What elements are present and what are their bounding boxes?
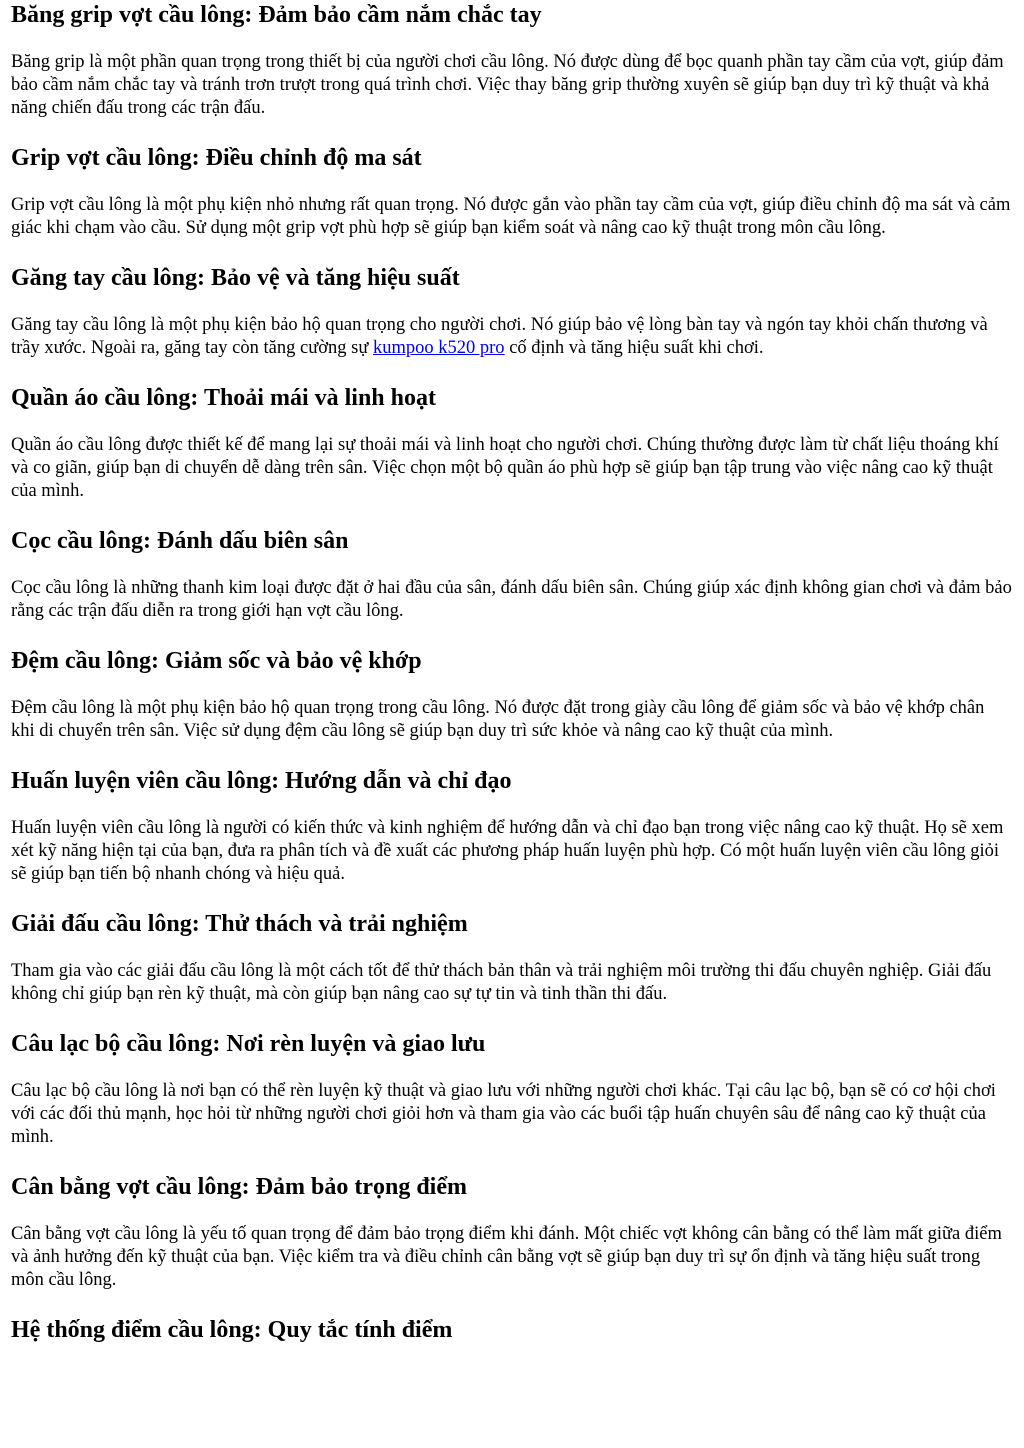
section-heading: Hệ thống điểm cầu lông: Quy tắc tính điểm xyxy=(11,1317,453,1343)
section-gloves xyxy=(11,263,1012,360)
kumpoo-k520-pro-link[interactable]: kumpoo k520 pro xyxy=(373,338,505,358)
section-paragraph: Quần áo cầu lông được thiết kế để mang lại sự thoải mái và linh hoạt cho người chơi. Chúng thường được làm từ chất liệu thoáng khí và co giãn, giúp bạn di chuyển dễ dàng trên sân. Việc chọn một bộ quần áo phù hợp sẽ giúp bạn tập trung vào việc nâng cao kỹ thuật của mình. xyxy=(11,435,999,501)
section-heading: Đệm cầu lông: Giảm sốc và bảo vệ khớp xyxy=(11,648,422,674)
section-paragraph xyxy=(11,314,1012,360)
section-paragraph: Đệm cầu lông là một phụ kiện bảo hộ quan trọng trong cầu lông. Nó được đặt trong giày cầu lông để giảm sốc và bảo vệ khớp chân khi di chuyển trên sân. Việc sử dụng đệm cầu lông sẽ giúp bạn duy trì sức khỏe và nâng cao kỹ thuật của mình. xyxy=(11,698,985,741)
section-paragraph: Cọc cầu lông là những thanh kim loại được đặt ở hai đầu của sân, đánh dấu biên sân. Chúng giúp xác định không gian chơi và đảm bảo rằng các trận đấu diễn ra trong giới hạn vợt cầu lông. xyxy=(11,578,1012,621)
section-heading: Giải đấu cầu lông: Thử thách và trải nghiệm xyxy=(11,911,468,937)
section-paragraph: Băng grip là một phần quan trọng trong thiết bị của người chơi cầu lông. Nó được dùng để bọc quanh phần tay cầm của vợt, giúp đảm bảo cầm nắm chắc tay và tránh trơn trượt trong quá trình chơi. Việc thay băng grip thường xuyên sẽ giúp bạn duy trì kỹ thuật và khả năng chiến đấu trong các trận đấu. xyxy=(11,52,1004,118)
section-clubs xyxy=(11,1029,1012,1149)
section-heading: Găng tay cầu lông: Bảo vệ và tăng hiệu suất xyxy=(11,265,460,291)
section-racket-balance xyxy=(11,1172,1012,1292)
section-heading: Grip vợt cầu lông: Điều chỉnh độ ma sát xyxy=(11,145,422,171)
section-paragraph: Tham gia vào các giải đấu cầu lông là một cách tốt để thử thách bản thân và trải nghiệm môi trường thi đấu chuyên nghiệp. Giải đấu không chỉ giúp bạn rèn kỹ thuật, mà còn giúp bạn nâng cao sự tự tin và tinh thần thi đấu. xyxy=(11,961,992,1004)
paragraph-text-after-link: cố định và tăng hiệu suất khi chơi. xyxy=(504,338,764,358)
section-grip-tape xyxy=(11,0,1012,120)
section-clothing xyxy=(11,383,1012,503)
section-scoring-system xyxy=(11,1315,1012,1344)
section-racket-grip xyxy=(11,143,1012,240)
section-heading: Cân bằng vợt cầu lông: Đảm bảo trọng điểm xyxy=(11,1174,467,1200)
section-heading: Câu lạc bộ cầu lông: Nơi rèn luyện và giao lưu xyxy=(11,1031,486,1057)
section-paragraph: Grip vợt cầu lông là một phụ kiện nhỏ nhưng rất quan trọng. Nó được gắn vào phần tay cầm của vợt, giúp điều chỉnh độ ma sát và cảm giác khi chạm vào cầu. Sử dụng một grip vợt phù hợp sẽ giúp bạn kiểm soát và nâng cao kỹ thuật trong môn cầu lông. xyxy=(11,195,1011,238)
section-paragraph: Câu lạc bộ cầu lông là nơi bạn có thể rèn luyện kỹ thuật và giao lưu với những người chơi khác. Tại câu lạc bộ, bạn sẽ có cơ hội chơi với các đối thủ mạnh, học hỏi từ những người chơi giỏi hơn và tham gia vào các buổi tập huấn chuyên sâu để nâng cao kỹ thuật của mình. xyxy=(11,1081,996,1147)
section-heading: Huấn luyện viên cầu lông: Hướng dẫn và chỉ đạo xyxy=(11,768,512,794)
section-paragraph: Cân bằng vợt cầu lông là yếu tố quan trọng để đảm bảo trọng điểm khi đánh. Một chiếc vợt không cân bằng có thể làm mất giữa điểm và ảnh hưởng đến kỹ thuật của bạn. Việc kiểm tra và điều chỉnh cân bằng vợt sẽ giúp bạn duy trì sự ổn định và tăng hiệu suất trong môn cầu lông. xyxy=(11,1224,1002,1290)
section-heading: Quần áo cầu lông: Thoải mái và linh hoạt xyxy=(11,385,436,411)
section-coach xyxy=(11,766,1012,886)
section-paragraph: Huấn luyện viên cầu lông là người có kiến thức và kinh nghiệm để hướng dẫn và chỉ đạo bạn trong việc nâng cao kỹ thuật. Họ sẽ xem xét kỹ năng hiện tại của bạn, đưa ra phân tích và đề xuất các phương pháp huấn luyện phù hợp. Có một huấn luyện viên cầu lông giỏi sẽ giúp bạn tiến bộ nhanh chóng và hiệu quả. xyxy=(11,818,1004,884)
section-posts xyxy=(11,526,1012,623)
section-insoles xyxy=(11,646,1012,743)
section-heading: Cọc cầu lông: Đánh dấu biên sân xyxy=(11,528,349,554)
section-heading: Băng grip vợt cầu lông: Đảm bảo cầm nắm chắc tay xyxy=(11,2,542,28)
paragraph-text-before-link: Găng tay cầu lông là một phụ kiện bảo hộ quan trọng cho người chơi. Nó giúp bảo vệ lòng bàn tay và ngón tay khỏi chấn thương và trầy xước. Ngoài ra, găng tay còn tăng cường sự xyxy=(11,315,988,358)
section-tournaments xyxy=(11,909,1012,1006)
